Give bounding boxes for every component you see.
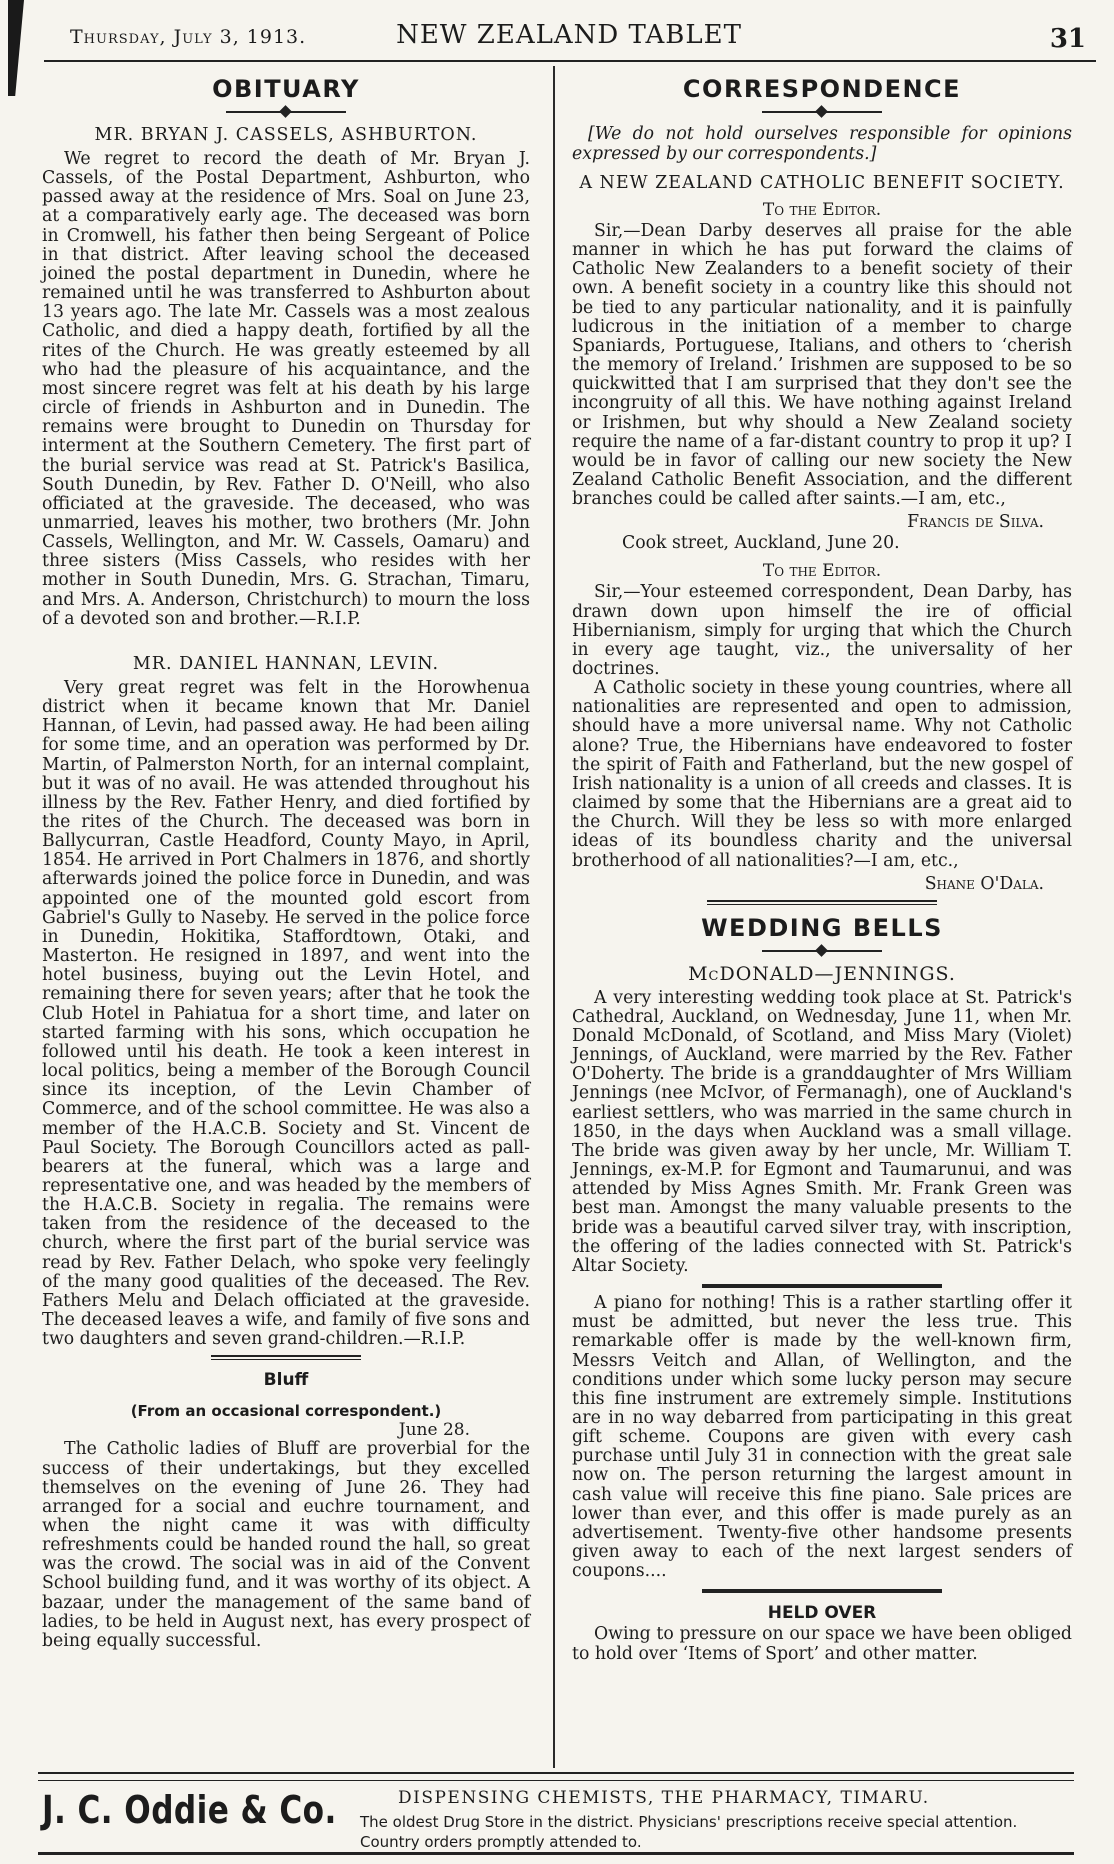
correspondence-heading: CORRESPONDENCE xyxy=(682,75,962,103)
newspaper-title: NEW ZEALAND TABLET xyxy=(396,20,742,50)
advert-brand: J. C. Oddie & Co. xyxy=(42,1788,337,1832)
binding-edge xyxy=(8,0,24,96)
advert-body: The oldest Drug Store in the district. Physicians' prescriptions receive special attention. Country orders promptly attended to. xyxy=(360,1813,1018,1851)
advert-headline: DISPENSING CHEMISTS, THE PHARMACY, TIMARU. xyxy=(398,1788,930,1808)
obituary-heading: OBITUARY xyxy=(212,75,360,103)
section-rule xyxy=(702,1284,942,1288)
cassels-text: We regret to record the death of Mr. Bryan J. Cassels, of the Postal Department, Ashburton, who passed away at the residence of Mrs. Soal on June 23, at a comparatively early age. The deceased was born in Cromwell, his father then being Sergeant of Police in that district. After leaving school the deceased joined the postal department in Dunedin, where he remained until he was transferred to Ashburton about 13 years ago. The late Mr. Cassels was a most zealous Catholic, and died a happy death, fortified by all the rites of the Church. He was greatly esteemed by all who had the pleasure of his acquaintance, and the most sincere regret was felt at his death by his large circle of friends in Ashburton and in Dunedin. The remains were brought to Dunedin on Thursday for interment at the Southern Cemetery. The first part of the burial service was read at St. Patrick's Basilica, South Dunedin, by Rev. Father D. O'Neill, who also officiated at the graveside. The deceased, who was unmarried, leaves his mother, two brothers (Mr. John Cassels, Wellington, and Mr. W. Cassels, Oamaru) and three sisters (Miss Cassels, who resides with her mother in South Dunedin, Mrs. G. Strachan, Timaru, and Mrs. A. Anderson, Christchurch) to mourn the loss of a devoted son and brother.—R.I.P. xyxy=(42,149,530,629)
letter1-text: Sir,—Dean Darby deserves all praise for the able manner in which he has put forward the claims of Catholic New Zealanders to a benefit society of their own. A benefit society in a country like this should not be tied to any particular nationality, and it is painfully ludicrous in the initiation of a member to charge Spaniards, Portuguese, Italians, and others to ‘cherish the memory of Ireland.’ Irishmen are supposed to be so quickwitted that I am surprised that they don't see the incongruity of all this. We have nothing against Ireland or Irishmen, but why should a New Zealand society require the name of a far-distant country to prop it up? I would be in favor of calling our new society the New Zealand Catholic Benefit Association, and the different branches could be called after saints.—I am, etc., xyxy=(572,221,1072,510)
held-over-heading: HELD OVER xyxy=(767,1603,877,1624)
masthead-rule xyxy=(44,60,1096,62)
piano-text: A piano for nothing! This is a rather startling offer it must be admitted, but never the less true. This remarkable offer is made by the well-known firm, Messrs Veitch and Allan, of Wellington, and the conditions under which some lucky person may secure this fine instrument are extremely simple. Institutions are in no way debarred from participating in this great gift scheme. Coupons are given with every cash purchase until July 31 in connection with the great sale now on. The person returning the largest amount in cash value will receive this fine piano. Sale prices are lower than ever, and this offer is made purely as an advertisement. Twenty-five other handsome presents given away to each of the next largest senders of coupons.... xyxy=(572,1293,1072,1582)
masthead xyxy=(44,18,1094,54)
ornament-divider xyxy=(226,106,346,118)
advert-rule xyxy=(38,1772,1074,1781)
letter2-salutation: To the Editor. xyxy=(762,561,882,582)
hannan-title: MR. DANIEL HANNAN, LEVIN. xyxy=(132,653,440,674)
advertisement xyxy=(38,1788,1074,1851)
section-rule xyxy=(211,1355,361,1360)
bluff-heading: Bluff xyxy=(263,1370,309,1391)
bluff-text: The Catholic ladies of Bluff are proverbial for the success of their undertakings, but they excelled themselves on the evening of June 26. They had arranged for a social and euchre tournament, and when the night came it was with difficulty refreshments could be handed round the hall, so great was the crowd. The social was in aid of the Convent School building fund, and it was worthy of its object. A bazaar, under the management of the same band of ladies, to be held in August next, has every prospect of being equally successful. xyxy=(42,1439,530,1651)
letter1-signature: Francis de Silva. xyxy=(907,512,1044,533)
wedding-title: McDONALD—JENNINGS. xyxy=(688,962,956,985)
column-divider xyxy=(553,66,555,1768)
letter2-text-1: Sir,—Your esteemed correspondent, Dean Darby, has drawn down upon himself the ire of official Hibernianism, simply for urging that which the Church in every age taught, viz., the universality of her doctrines. xyxy=(572,582,1072,679)
bluff-subheading: (From an occasional correspondent.) xyxy=(130,1402,442,1421)
left-column xyxy=(42,70,530,1651)
letter2-text-2: A Catholic society in these young countries, where all nationalities are represented and open to admission, should have a more universal name. Why not Catholic alone? True, the Hibernians have endeavored to foster the spirit of Faith and Fatherland, but the new gospel of Irish nationality is a union of all creeds and classes. It is claimed by some that the Hibernians are a great aid to the Church. Will they be less so with more enlarged ideas of its boundless charity and the universal brotherhood of all nationalities?—I am, etc., xyxy=(572,678,1072,871)
bluff-date: June 28. xyxy=(398,1420,470,1441)
editorial-disclaimer: [We do not hold ourselves responsible for opinions expressed by our correspondents.] xyxy=(572,124,1072,164)
hannan-text: Very great regret was felt in the Horowhenua district when it became known that Mr. Daniel Hannan, of Levin, had passed away. He had been ailing for some time, and an operation was performed by Dr. Martin, of Palmerston North, for an internal complaint, but it was of no avail. He was attended throughout his illness by the Rev. Father Henry, and died fortified by the rites of the Church. The deceased was born in Ballycurran, Castle Headford, County Mayo, in April, 1854. He arrived in Port Chalmers in 1876, and shortly afterwards joined the police force in Dunedin, and was appointed one of the mounted gold escort from Gabriel's Gully to Naseby. He served in the police force in Dunedin, Hokitika, Staffordtown, Otaki, and Masterton. He resigned in 1897, and went into the hotel business, buying out the Levin Hotel, and remaining there for seven years; after that he took the Club Hotel in Pahiatua for a short time, and later on started farming with his sons, which occupation he followed until his death. He took a keen interest in local politics, being a member of the Borough Council since its inception, of the Levin Chamber of Commerce, and of the school committee. He was also a member of the H.A.C.B. Society and St. Vincent de Paul Society. The Borough Councillors acted as pall-bearers at the funeral, which was a large and representative one, and was headed by the members of the H.A.C.B. Society in regalia. The remains were taken from the residence of the deceased to the church, where the first part of the burial service was read by Rev. Father Delach, who spoke very feelingly of the many good qualities of the deceased. The Rev. Fathers Melu and Delach officiated at the graveside. The deceased leaves a wife, and family of five sons and two daughters and seven grand-children.—R.I.P. xyxy=(42,677,530,1350)
letter1-place: Cook street, Auckland, June 20. xyxy=(622,533,900,554)
cassels-title: MR. BRYAN J. CASSELS, ASHBURTON. xyxy=(94,125,478,145)
letter1-salutation: To the Editor. xyxy=(762,200,882,220)
page-number: 31 xyxy=(1049,24,1086,54)
wedding-heading: WEDDING BELLS xyxy=(701,913,943,942)
advert-bottom-rule xyxy=(38,1852,1074,1855)
ornament-divider xyxy=(762,945,882,957)
held-over-text: Owing to pressure on our space we have been obliged to hold over ‘Items of Sport’ and other matter. xyxy=(572,1624,1072,1664)
ornament-divider xyxy=(762,106,882,118)
section-rule xyxy=(707,900,937,905)
right-column xyxy=(572,70,1072,1664)
section-rule xyxy=(702,1589,942,1593)
issue-date: Thursday, July 3, 1913. xyxy=(70,26,307,48)
wedding-text: A very interesting wedding took place at St. Patrick's Cathedral, Auckland, on Wednesday, June 11, when Mr. Donald McDonald, of Scotland, and Miss Mary (Violet) Jennings, of Auckland, were married by the Rev. Father O'Doherty. The bride is a granddaughter of Mrs William Jennings (nee McIvor, of Fermanagh), one of Auckland's earliest settlers, who was married in the same church in 1850, in the days when Auckland was a small village. The bride was given away by her uncle, Mr. William T. Jennings, ex-M.P. for Egmont and Taumarunui, and was attended by Miss Agnes Smith. Mr. Frank Green was best man. Amongst the many valuable presents to the bride was a beautiful carved silver tray, with inscription, the offering of the ladies connected with St. Patrick's Altar Society. xyxy=(572,987,1072,1276)
benefit-society-title: A NEW ZEALAND CATHOLIC BENEFIT SOCIETY. xyxy=(579,173,1065,193)
letter2-signature: Shane O'Dala. xyxy=(924,873,1044,894)
